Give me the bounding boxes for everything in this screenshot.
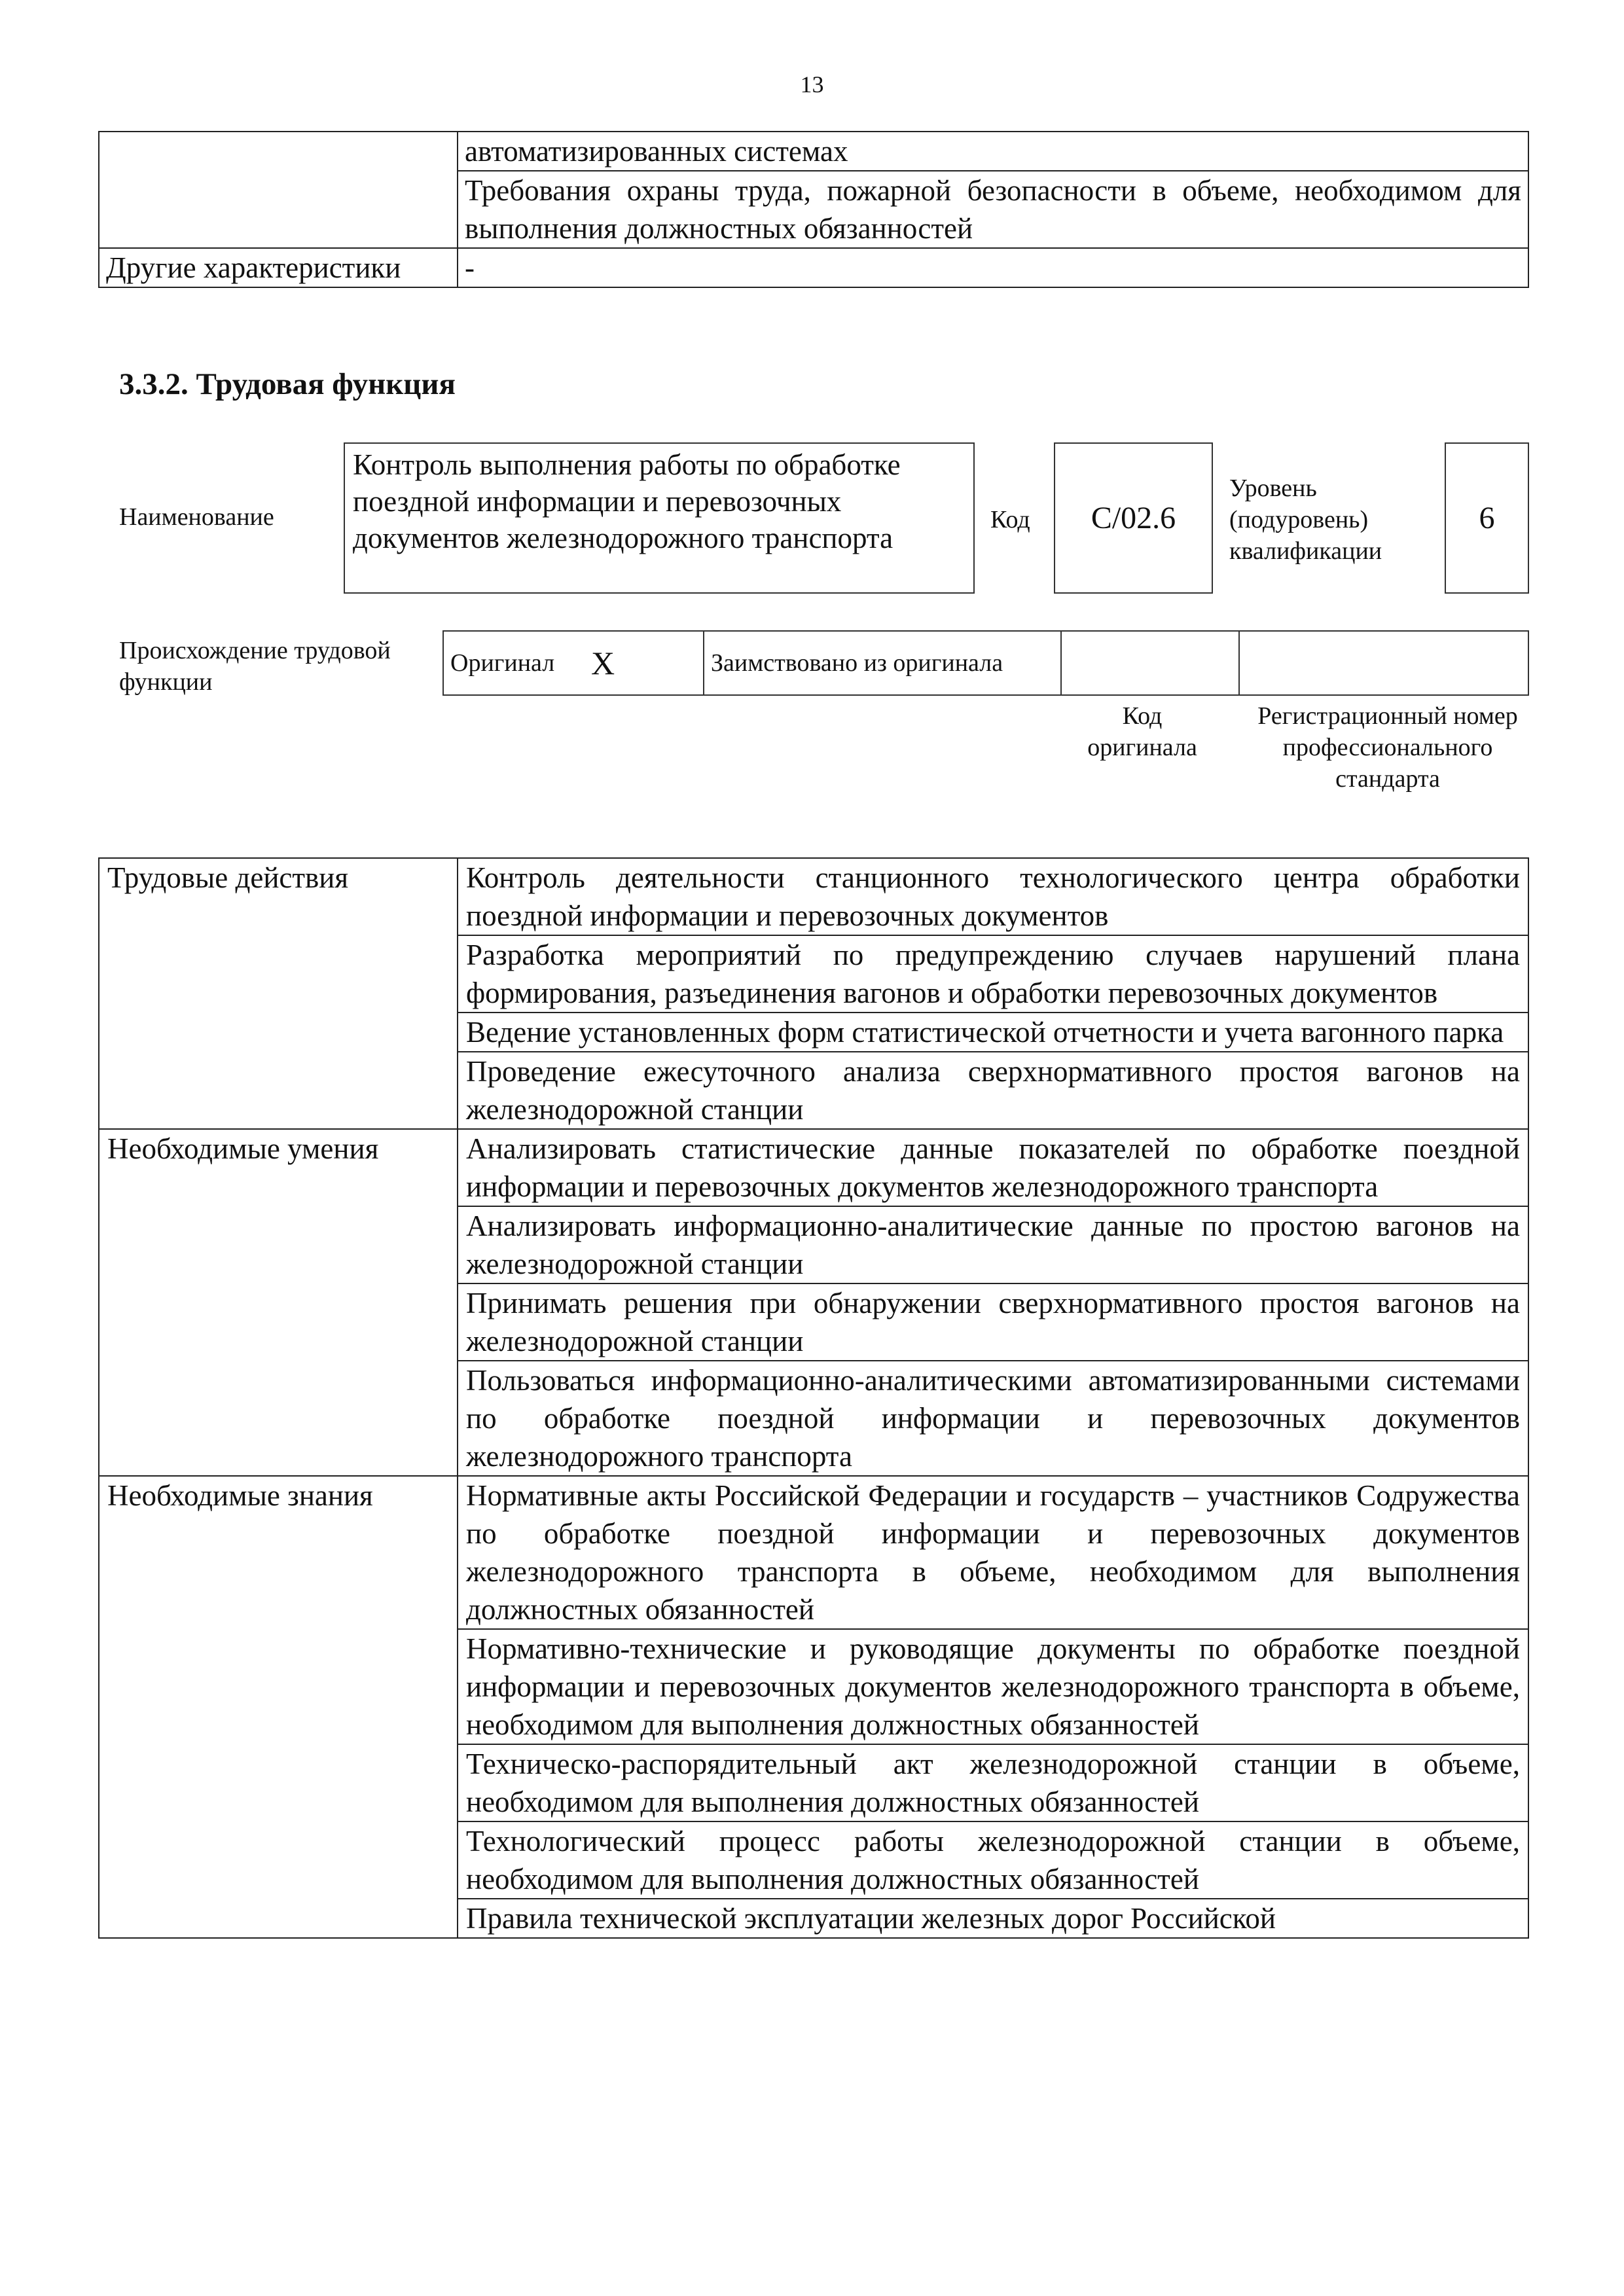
top-continuation-table xyxy=(98,131,1529,288)
original-code-cell xyxy=(1061,631,1239,695)
origin-table xyxy=(442,630,1529,696)
table-row xyxy=(99,858,1528,935)
table-cell: Контроль деятельности станционного технологического центра обработки поездной информации и перевозочных документов xyxy=(458,858,1528,935)
table-cell: Проведение ежесуточного анализа сверхнормативного простоя вагонов на железнодорожной станции xyxy=(458,1052,1528,1129)
table-cell: Правила технической эксплуатации железных дорог Российской xyxy=(458,1899,1528,1938)
origin-label: Происхождение трудовой функции xyxy=(119,637,391,696)
table-cell: Требования охраны труда, пожарной безопасности в объеме, необходимом для выполнения должностных обязанностей xyxy=(458,171,1528,248)
page-number: 13 xyxy=(800,71,824,98)
name-label: Наименование xyxy=(119,503,274,531)
table-cell: Ведение установленных форм статистической отчетности и учета вагонного парка xyxy=(458,1013,1528,1052)
table-cell-empty xyxy=(99,132,458,248)
section-title: 3.3.2. Трудовая функция xyxy=(119,367,456,401)
group-label: Необходимые знания xyxy=(99,1476,458,1938)
table-row xyxy=(99,1476,1528,1629)
code-label: Код xyxy=(990,506,1030,533)
table-cell: Пользоваться информационно-аналитическими автоматизированными системами по обработке поездной информации и перевозочных документов железнодорожного транспорта xyxy=(458,1361,1528,1476)
code-original-caption: Код оригинала xyxy=(1087,702,1197,761)
table-cell: автоматизированных системах xyxy=(458,132,1528,171)
row-label: Другие характеристики xyxy=(99,248,458,287)
table-cell: Принимать решения при обнаружении сверхнормативного простоя вагонов на железнодорожной станции xyxy=(458,1283,1528,1361)
table-row xyxy=(99,132,1528,171)
reg-number-caption: Регистрационный номер профессионального стандарта xyxy=(1257,702,1518,793)
table-cell: Технологический процесс работы железнодорожной станции в объеме, необходимом для выполнения должностных обязанностей xyxy=(458,1821,1528,1899)
original-label: Оригинал xyxy=(443,631,585,695)
original-mark: X xyxy=(585,631,704,695)
table-row xyxy=(99,248,1528,287)
level-box xyxy=(1445,442,1529,594)
function-name-box: Контроль выполнения работы по обработке поездной информации и перевозочных документов железнодорожного транспорта xyxy=(344,442,975,594)
table-row xyxy=(443,631,1528,695)
level-label: Уровень (подуровень) квалификации xyxy=(1229,475,1382,565)
group-label: Трудовые действия xyxy=(99,858,458,1129)
table-row xyxy=(99,1129,1528,1206)
code-value: C/02.6 xyxy=(1091,501,1176,535)
table-cell: Анализировать информационно-аналитические данные по простою вагонов на железнодорожной станции xyxy=(458,1206,1528,1283)
table-cell: Техническо-распорядительный акт железнодорожной станции в объеме, необходимом для выполнения должностных обязанностей xyxy=(458,1744,1528,1821)
table-cell: - xyxy=(458,248,1528,287)
table-cell: Разработка мероприятий по предупреждению случаев нарушений плана формирования, разъединения вагонов и обработки перевозочных документов xyxy=(458,935,1528,1013)
table-cell: Анализировать статистические данные показателей по обработке поездной информации и перевозочных документов железнодорожного транспорта xyxy=(458,1129,1528,1206)
level-value: 6 xyxy=(1479,501,1495,535)
reg-number-cell xyxy=(1239,631,1528,695)
borrowed-label: Заимствовано из оригинала xyxy=(704,631,1061,695)
table-cell: Нормативные акты Российской Федерации и государств – участников Содружества по обработке поездной информации и перевозочных документов железнодорожного транспорта в объеме, необходимом для выполнения должностных обязанностей xyxy=(458,1476,1528,1629)
table-cell: Нормативно-технические и руководящие документы по обработке поездной информации и перевозочных документов железнодорожного транспорта в объеме, необходимом для выполнения должностных обязанностей xyxy=(458,1629,1528,1744)
labor-function-table xyxy=(98,857,1529,1939)
group-label: Необходимые умения xyxy=(99,1129,458,1476)
code-box xyxy=(1054,442,1213,594)
